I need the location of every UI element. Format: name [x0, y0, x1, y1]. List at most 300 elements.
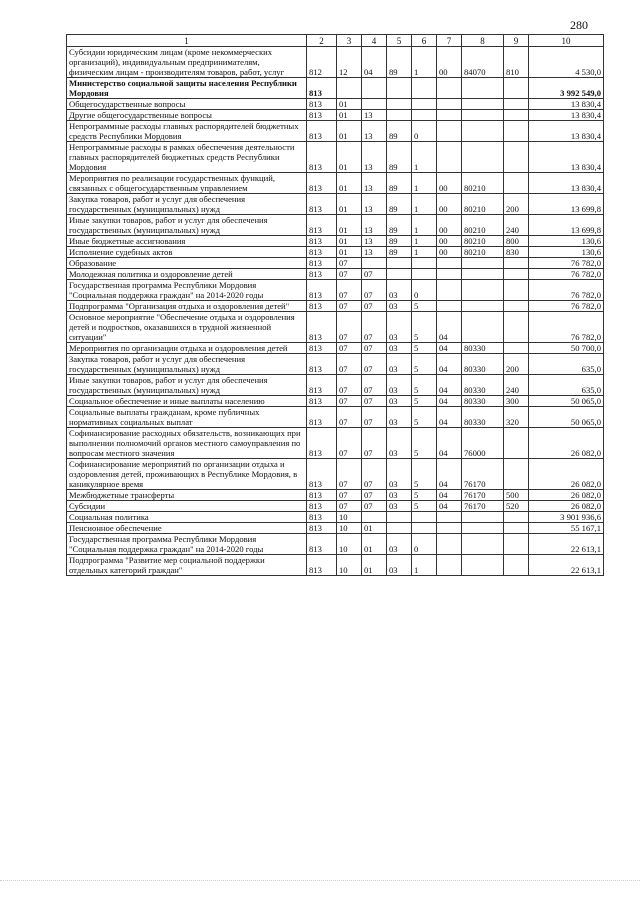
code-cell-7 — [437, 301, 462, 312]
code-cell-6: 5 — [412, 490, 437, 501]
column-header-9: 9 — [504, 35, 529, 47]
code-cell-9 — [504, 312, 529, 343]
code-cell-5 — [387, 110, 412, 121]
code-cell-9 — [504, 78, 529, 99]
code-cell-3 — [337, 78, 362, 99]
code-cell-6: 5 — [412, 396, 437, 407]
row-name-cell: Софинансирование мероприятий по организации отдыха и оздоровления детей, проживающих в Республике Мордовия, в каникулярное время — [67, 459, 307, 490]
code-cell-5: 03 — [387, 375, 412, 396]
code-cell-6: 5 — [412, 354, 437, 375]
code-cell-3: 07 — [337, 280, 362, 301]
code-cell-6: 0 — [412, 121, 437, 142]
code-cell-10: 13 699,8 — [529, 215, 604, 236]
code-cell-5: 03 — [387, 312, 412, 343]
row-name-cell: Молодежная политика и оздоровление детей — [67, 269, 307, 280]
code-cell-2: 813 — [307, 407, 337, 428]
table-row — [67, 534, 604, 555]
code-cell-6 — [412, 258, 437, 269]
code-cell-10: 13 830,4 — [529, 142, 604, 173]
column-header-1: 1 — [67, 35, 307, 47]
code-cell-5: 89 — [387, 47, 412, 78]
code-cell-2: 813 — [307, 523, 337, 534]
code-cell-6: 5 — [412, 428, 437, 459]
code-cell-10: 3 901 936,6 — [529, 512, 604, 523]
column-header-6: 6 — [412, 35, 437, 47]
code-cell-8 — [462, 523, 504, 534]
table-row — [67, 407, 604, 428]
code-cell-7: 04 — [437, 396, 462, 407]
code-cell-6: 5 — [412, 501, 437, 512]
code-cell-3: 07 — [337, 501, 362, 512]
code-cell-7 — [437, 121, 462, 142]
budget-table — [66, 34, 604, 576]
code-cell-10: 4 530,0 — [529, 47, 604, 78]
code-cell-7 — [437, 142, 462, 173]
code-cell-4: 07 — [362, 301, 387, 312]
table-row — [67, 301, 604, 312]
code-cell-5: 03 — [387, 534, 412, 555]
code-cell-7: 00 — [437, 236, 462, 247]
row-name-cell: Образование — [67, 258, 307, 269]
code-cell-9 — [504, 173, 529, 194]
table-row — [67, 47, 604, 78]
code-cell-2: 813 — [307, 354, 337, 375]
row-name-cell: Социальная политика — [67, 512, 307, 523]
code-cell-5 — [387, 258, 412, 269]
code-cell-5 — [387, 99, 412, 110]
code-cell-3: 10 — [337, 534, 362, 555]
code-cell-4: 07 — [362, 501, 387, 512]
code-cell-8: 80210 — [462, 194, 504, 215]
code-cell-3: 07 — [337, 258, 362, 269]
code-cell-9: 810 — [504, 47, 529, 78]
code-cell-6 — [412, 523, 437, 534]
code-cell-7: 04 — [437, 312, 462, 343]
code-cell-2: 813 — [307, 555, 337, 576]
code-cell-5: 89 — [387, 215, 412, 236]
row-name-cell: Иные закупки товаров, работ и услуг для обеспечения государственных (муниципальных) нужд — [67, 215, 307, 236]
code-cell-8: 80210 — [462, 173, 504, 194]
code-cell-9 — [504, 258, 529, 269]
code-cell-2: 813 — [307, 280, 337, 301]
code-cell-2: 813 — [307, 110, 337, 121]
table-row — [67, 354, 604, 375]
code-cell-4: 04 — [362, 47, 387, 78]
code-cell-8: 80330 — [462, 375, 504, 396]
code-cell-10: 76 782,0 — [529, 269, 604, 280]
code-cell-8: 76170 — [462, 459, 504, 490]
page-number: 280 — [570, 18, 588, 32]
code-cell-10: 635,0 — [529, 354, 604, 375]
code-cell-9: 200 — [504, 354, 529, 375]
table-row — [67, 121, 604, 142]
code-cell-9: 300 — [504, 396, 529, 407]
code-cell-9 — [504, 343, 529, 354]
row-name-cell: Иные закупки товаров, работ и услуг для обеспечения государственных (муниципальных) нужд — [67, 375, 307, 396]
code-cell-5: 03 — [387, 396, 412, 407]
table-row — [67, 173, 604, 194]
code-cell-9 — [504, 428, 529, 459]
row-name-cell: Социальные выплаты гражданам, кроме публичных нормативных социальных выплат — [67, 407, 307, 428]
code-cell-8 — [462, 555, 504, 576]
code-cell-4: 07 — [362, 343, 387, 354]
code-cell-7: 04 — [437, 343, 462, 354]
code-cell-6 — [412, 269, 437, 280]
code-cell-9 — [504, 142, 529, 173]
code-cell-3: 07 — [337, 354, 362, 375]
table-row — [67, 110, 604, 121]
code-cell-10: 22 613,1 — [529, 555, 604, 576]
code-cell-3: 07 — [337, 459, 362, 490]
code-cell-8 — [462, 99, 504, 110]
code-cell-4: 01 — [362, 555, 387, 576]
row-name-cell: Министерство социальной защиты населения Республики Мордовия — [67, 78, 307, 99]
code-cell-9 — [504, 280, 529, 301]
row-name-cell: Мероприятия по организации отдыха и оздоровления детей — [67, 343, 307, 354]
table-row — [67, 99, 604, 110]
code-cell-3: 01 — [337, 194, 362, 215]
code-cell-2: 813 — [307, 343, 337, 354]
row-name-cell: Субсидии — [67, 501, 307, 512]
code-cell-9: 320 — [504, 407, 529, 428]
code-cell-3: 10 — [337, 523, 362, 534]
code-cell-2: 813 — [307, 375, 337, 396]
code-cell-2: 813 — [307, 121, 337, 142]
code-cell-8 — [462, 301, 504, 312]
code-cell-4: 13 — [362, 215, 387, 236]
column-header-2: 2 — [307, 35, 337, 47]
code-cell-7 — [437, 534, 462, 555]
code-cell-5: 89 — [387, 194, 412, 215]
table-row — [67, 258, 604, 269]
code-cell-7: 04 — [437, 375, 462, 396]
code-cell-6: 5 — [412, 343, 437, 354]
code-cell-10: 50 065,0 — [529, 396, 604, 407]
code-cell-3: 07 — [337, 269, 362, 280]
code-cell-6: 1 — [412, 555, 437, 576]
row-name-cell: Подпрограмма "Развитие мер социальной поддержки отдельных категорий граждан" — [67, 555, 307, 576]
code-cell-9 — [504, 121, 529, 142]
row-name-cell: Основное мероприятие "Обеспечение отдыха и оздоровления детей и подростков, оказавшихся в трудной жизненной ситуации" — [67, 312, 307, 343]
code-cell-9: 520 — [504, 501, 529, 512]
code-cell-6: 1 — [412, 194, 437, 215]
code-cell-3: 01 — [337, 110, 362, 121]
code-cell-10: 22 613,1 — [529, 534, 604, 555]
code-cell-6: 0 — [412, 534, 437, 555]
code-cell-10: 3 992 549,0 — [529, 78, 604, 99]
column-header-3: 3 — [337, 35, 362, 47]
row-name-cell: Общегосударственные вопросы — [67, 99, 307, 110]
row-name-cell: Закупка товаров, работ и услуг для обеспечения государственных (муниципальных) нужд — [67, 354, 307, 375]
code-cell-4: 13 — [362, 110, 387, 121]
code-cell-5: 03 — [387, 343, 412, 354]
code-cell-5: 89 — [387, 142, 412, 173]
scan-edge — [0, 880, 640, 883]
code-cell-7 — [437, 269, 462, 280]
row-name-cell: Непрограммные расходы главных распорядителей бюджетных средств Республики Мордовия — [67, 121, 307, 142]
code-cell-5 — [387, 512, 412, 523]
code-cell-3: 10 — [337, 555, 362, 576]
code-cell-6: 1 — [412, 142, 437, 173]
code-cell-6 — [412, 99, 437, 110]
code-cell-6 — [412, 110, 437, 121]
code-cell-2: 813 — [307, 99, 337, 110]
code-cell-2: 813 — [307, 269, 337, 280]
code-cell-3: 07 — [337, 490, 362, 501]
code-cell-5 — [387, 269, 412, 280]
code-cell-6 — [412, 512, 437, 523]
code-cell-2: 813 — [307, 459, 337, 490]
code-cell-4: 07 — [362, 375, 387, 396]
code-cell-10: 13 830,4 — [529, 121, 604, 142]
code-cell-3: 07 — [337, 375, 362, 396]
code-cell-4: 01 — [362, 523, 387, 534]
code-cell-10: 13 830,4 — [529, 99, 604, 110]
table-row — [67, 312, 604, 343]
column-header-8: 8 — [462, 35, 504, 47]
code-cell-4: 07 — [362, 459, 387, 490]
row-name-cell: Социальное обеспечение и иные выплаты населению — [67, 396, 307, 407]
code-cell-4: 13 — [362, 173, 387, 194]
code-cell-8: 80330 — [462, 407, 504, 428]
code-cell-4: 13 — [362, 194, 387, 215]
code-cell-6: 1 — [412, 247, 437, 258]
code-cell-7 — [437, 99, 462, 110]
code-cell-10: 26 082,0 — [529, 490, 604, 501]
code-cell-4 — [362, 512, 387, 523]
code-cell-9 — [504, 301, 529, 312]
code-cell-7 — [437, 280, 462, 301]
table-row — [67, 490, 604, 501]
code-cell-2: 813 — [307, 142, 337, 173]
code-cell-5: 03 — [387, 490, 412, 501]
row-name-cell: Непрограммные расходы в рамках обеспечения деятельности главных распорядителей бюджетных средств Республики Мордовия — [67, 142, 307, 173]
code-cell-5: 89 — [387, 247, 412, 258]
code-cell-3: 07 — [337, 343, 362, 354]
table-row — [67, 215, 604, 236]
code-cell-2: 813 — [307, 173, 337, 194]
code-cell-10: 13 830,4 — [529, 173, 604, 194]
code-cell-10: 50 065,0 — [529, 407, 604, 428]
row-name-cell: Пенсионное обеспечение — [67, 523, 307, 534]
code-cell-9 — [504, 269, 529, 280]
code-cell-4: 07 — [362, 428, 387, 459]
column-header-5: 5 — [387, 35, 412, 47]
code-cell-2: 813 — [307, 501, 337, 512]
code-cell-4: 07 — [362, 354, 387, 375]
code-cell-10: 26 082,0 — [529, 459, 604, 490]
code-cell-7: 04 — [437, 354, 462, 375]
row-name-cell: Софинансирование расходных обязательств, возникающих при выполнении полномочий органов местного самоуправления по вопросам местного значения — [67, 428, 307, 459]
column-header-10: 10 — [529, 35, 604, 47]
code-cell-7: 04 — [437, 501, 462, 512]
code-cell-2: 813 — [307, 236, 337, 247]
code-cell-10: 55 167,1 — [529, 523, 604, 534]
code-cell-2: 813 — [307, 428, 337, 459]
code-cell-4 — [362, 99, 387, 110]
code-cell-9 — [504, 534, 529, 555]
code-cell-2: 813 — [307, 512, 337, 523]
code-cell-10: 76 782,0 — [529, 280, 604, 301]
code-cell-5: 89 — [387, 121, 412, 142]
code-cell-6: 5 — [412, 312, 437, 343]
code-cell-9: 240 — [504, 375, 529, 396]
code-cell-8 — [462, 280, 504, 301]
code-cell-10: 13 830,4 — [529, 110, 604, 121]
row-name-cell: Мероприятия по реализации государственных функций, связанных с общегосударственным управлением — [67, 173, 307, 194]
code-cell-2: 813 — [307, 396, 337, 407]
code-cell-8 — [462, 312, 504, 343]
code-cell-7 — [437, 78, 462, 99]
code-cell-4: 07 — [362, 407, 387, 428]
code-cell-4: 07 — [362, 269, 387, 280]
code-cell-6: 1 — [412, 215, 437, 236]
code-cell-9: 240 — [504, 215, 529, 236]
code-cell-7: 04 — [437, 407, 462, 428]
code-cell-4: 13 — [362, 236, 387, 247]
code-cell-4: 07 — [362, 490, 387, 501]
code-cell-8: 76170 — [462, 501, 504, 512]
code-cell-3: 01 — [337, 173, 362, 194]
code-cell-8 — [462, 78, 504, 99]
code-cell-9 — [504, 512, 529, 523]
code-cell-3: 12 — [337, 47, 362, 78]
code-cell-6: 1 — [412, 173, 437, 194]
table-row — [67, 555, 604, 576]
table-row — [67, 501, 604, 512]
code-cell-4: 07 — [362, 280, 387, 301]
code-cell-9: 500 — [504, 490, 529, 501]
code-cell-7 — [437, 512, 462, 523]
code-cell-5: 89 — [387, 173, 412, 194]
table-row — [67, 142, 604, 173]
code-cell-3: 10 — [337, 512, 362, 523]
table-row — [67, 343, 604, 354]
column-header-4: 4 — [362, 35, 387, 47]
code-cell-3: 07 — [337, 301, 362, 312]
code-cell-10: 50 700,0 — [529, 343, 604, 354]
code-cell-8: 80210 — [462, 247, 504, 258]
code-cell-6 — [412, 78, 437, 99]
row-name-cell: Закупка товаров, работ и услуг для обеспечения государственных (муниципальных) нужд — [67, 194, 307, 215]
code-cell-9: 830 — [504, 247, 529, 258]
table-row — [67, 236, 604, 247]
code-cell-10: 13 699,8 — [529, 194, 604, 215]
code-cell-6: 5 — [412, 375, 437, 396]
code-cell-7 — [437, 110, 462, 121]
code-cell-10: 130,6 — [529, 236, 604, 247]
row-name-cell: Государственная программа Республики Мордовия "Социальная поддержка граждан" на 2014-2020 годы — [67, 534, 307, 555]
table-row — [67, 247, 604, 258]
code-cell-2: 813 — [307, 78, 337, 99]
code-cell-7 — [437, 258, 462, 269]
code-cell-5: 03 — [387, 301, 412, 312]
code-cell-2: 813 — [307, 215, 337, 236]
code-cell-2: 813 — [307, 247, 337, 258]
code-cell-8 — [462, 110, 504, 121]
code-cell-5 — [387, 523, 412, 534]
code-cell-8: 80210 — [462, 215, 504, 236]
code-cell-3: 01 — [337, 247, 362, 258]
code-cell-7: 00 — [437, 173, 462, 194]
table-body — [67, 47, 604, 576]
row-name-cell: Государственная программа Республики Мордовия "Социальная поддержка граждан" на 2014-2020 годы — [67, 280, 307, 301]
code-cell-5: 03 — [387, 354, 412, 375]
code-cell-3: 01 — [337, 215, 362, 236]
code-cell-6: 1 — [412, 47, 437, 78]
code-cell-7: 00 — [437, 247, 462, 258]
code-cell-6: 0 — [412, 280, 437, 301]
code-cell-4: 13 — [362, 247, 387, 258]
code-cell-8: 80330 — [462, 343, 504, 354]
code-cell-2: 813 — [307, 490, 337, 501]
code-cell-9 — [504, 459, 529, 490]
code-cell-9: 200 — [504, 194, 529, 215]
table-row — [67, 280, 604, 301]
code-cell-5: 03 — [387, 501, 412, 512]
table-row — [67, 194, 604, 215]
code-cell-8: 80330 — [462, 396, 504, 407]
code-cell-2: 813 — [307, 258, 337, 269]
code-cell-9 — [504, 555, 529, 576]
code-cell-4: 13 — [362, 121, 387, 142]
code-cell-9: 800 — [504, 236, 529, 247]
code-cell-4: 01 — [362, 534, 387, 555]
code-cell-9 — [504, 523, 529, 534]
code-cell-4: 07 — [362, 312, 387, 343]
code-cell-6: 5 — [412, 301, 437, 312]
code-cell-2: 813 — [307, 301, 337, 312]
code-cell-8 — [462, 121, 504, 142]
code-cell-10: 76 782,0 — [529, 258, 604, 269]
code-cell-10: 26 082,0 — [529, 501, 604, 512]
code-cell-3: 07 — [337, 407, 362, 428]
code-cell-5: 03 — [387, 459, 412, 490]
table-row — [67, 78, 604, 99]
code-cell-6: 5 — [412, 407, 437, 428]
code-cell-3: 01 — [337, 142, 362, 173]
code-cell-3: 01 — [337, 99, 362, 110]
table-header-row — [67, 35, 604, 47]
code-cell-7: 04 — [437, 459, 462, 490]
code-cell-8 — [462, 258, 504, 269]
code-cell-8 — [462, 142, 504, 173]
table-row — [67, 523, 604, 534]
row-name-cell: Подпрограмма "Организация отдыха и оздоровления детей" — [67, 301, 307, 312]
table-row — [67, 459, 604, 490]
code-cell-10: 635,0 — [529, 375, 604, 396]
code-cell-4 — [362, 258, 387, 269]
code-cell-7 — [437, 555, 462, 576]
code-cell-8: 76000 — [462, 428, 504, 459]
row-name-cell: Другие общегосударственные вопросы — [67, 110, 307, 121]
table-row — [67, 396, 604, 407]
code-cell-4: 07 — [362, 396, 387, 407]
code-cell-4 — [362, 78, 387, 99]
code-cell-8: 84070 — [462, 47, 504, 78]
code-cell-3: 07 — [337, 312, 362, 343]
table-row — [67, 428, 604, 459]
code-cell-7 — [437, 523, 462, 534]
code-cell-7: 00 — [437, 215, 462, 236]
code-cell-10: 26 082,0 — [529, 428, 604, 459]
code-cell-7: 00 — [437, 194, 462, 215]
code-cell-3: 07 — [337, 428, 362, 459]
code-cell-9 — [504, 99, 529, 110]
code-cell-10: 76 782,0 — [529, 301, 604, 312]
code-cell-2: 813 — [307, 534, 337, 555]
code-cell-5: 03 — [387, 555, 412, 576]
